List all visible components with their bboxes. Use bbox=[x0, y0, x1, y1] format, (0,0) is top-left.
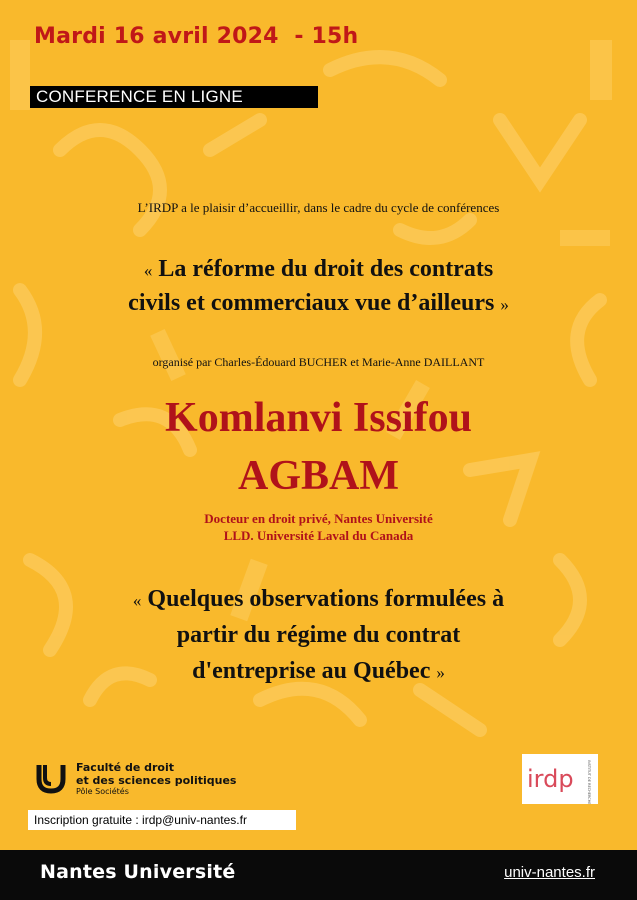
talk-title-text-1: Quelques observations formulées à bbox=[147, 586, 505, 612]
faculty-name-line-2: et des sciences politiques bbox=[76, 774, 237, 787]
faculty-logo-icon bbox=[36, 762, 66, 798]
open-quote: « bbox=[143, 261, 153, 280]
event-date-time: Mardi 16 avril 2024 - 15h bbox=[34, 24, 359, 49]
talk-open-quote: « bbox=[132, 591, 142, 610]
talk-close-quote: » bbox=[436, 663, 445, 682]
series-title-text-1: La réforme du droit des contrats bbox=[158, 256, 494, 282]
footer-bar bbox=[0, 850, 637, 900]
irdp-logo bbox=[522, 754, 598, 804]
talk-title-line-2: partir du régime du contrat bbox=[176, 622, 461, 648]
nantes-universite-brand: Nantes Université bbox=[40, 861, 236, 883]
close-quote: » bbox=[500, 295, 509, 314]
svg-text:INSTITUT DE RECHERCHE EN DROIT: INSTITUT DE RECHERCHE EN DROIT PRIVÉ bbox=[587, 760, 591, 804]
talk-title-line-1 bbox=[0, 582, 637, 618]
svg-text:irdp: irdp bbox=[527, 765, 574, 793]
irdp-logo-icon bbox=[522, 754, 598, 804]
univ-nantes-link[interactable]: univ-nantes.fr bbox=[504, 864, 595, 881]
speaker-last-name: AGBAM bbox=[238, 453, 399, 499]
faculty-subtitle: Pôle Sociétés bbox=[76, 787, 129, 796]
speaker-credential-1: Docteur en droit privé, Nantes Université bbox=[204, 511, 433, 526]
faculty-name-line-1: Faculté de droit bbox=[76, 761, 175, 774]
speaker-credential-2: LLD. Université Laval du Canada bbox=[223, 528, 414, 543]
series-title-text-2: civils et commerciaux vue d’ailleurs bbox=[128, 290, 495, 316]
talk-title-text-3: d'entreprise au Québec bbox=[192, 658, 431, 684]
inscription-info: Inscription gratuite : irdp@univ-nantes.fr bbox=[28, 810, 296, 830]
faculty-name bbox=[76, 761, 236, 787]
organisers-text: organisé par Charles-Édouard BUCHER et Marie-Anne DAILLANT bbox=[152, 355, 485, 369]
talk-title-line-3 bbox=[0, 654, 637, 690]
series-title-line-1 bbox=[0, 252, 637, 288]
online-conference-badge: CONFERENCE EN LIGNE bbox=[30, 86, 318, 108]
speaker-first-names: Komlanvi Issifou bbox=[165, 395, 472, 441]
intro-text: L’IRDP a le plaisir d’accueillir, dans le cadre du cycle de conférences bbox=[137, 200, 500, 215]
series-title-line-2 bbox=[0, 286, 637, 322]
